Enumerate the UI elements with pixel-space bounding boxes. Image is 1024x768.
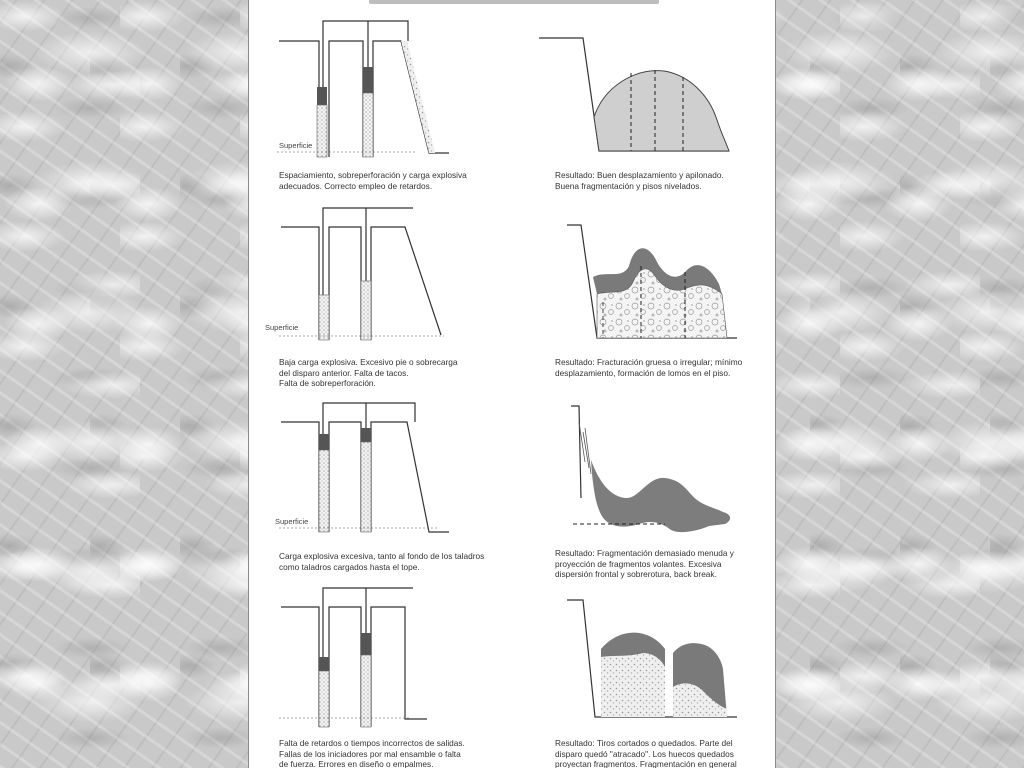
panel-3-result-diagram <box>565 402 745 542</box>
panel-1-right-caption: Resultado: Buen desplazamiento y apilonado. Buena fragmentación y pisos nivelados. <box>555 170 724 191</box>
page-title-strip <box>369 0 659 4</box>
panel-3-bench-diagram <box>279 398 479 548</box>
panel-3-left-caption: Carga explosiva excesiva, tanto al fondo de los taladros como taladros cargados hasta el tope. <box>279 551 485 572</box>
panel-4-bench-diagram <box>279 585 479 735</box>
superficie-label: Superficie <box>279 141 313 150</box>
panel-4-result-diagram <box>567 597 747 722</box>
superficie-label: Superficie <box>275 517 309 526</box>
marble-background-left <box>0 0 248 768</box>
document-page <box>248 0 776 768</box>
panel-3-right-caption: Resultado: Fragmentación demasiado menuda y proyección de fragmentos volantes. Excesiva dispersión frontal y sobrerotura, back break. <box>555 548 734 579</box>
panel-1-left-caption: Espaciamiento, sobreperforación y carga explosiva adecuados. Correcto empleo de retardos. <box>279 170 467 191</box>
panel-4-left-caption: Falta de retardos o tiempos incorrectos de salidas. Fallas de los iniciadores por mal ensamble o falta de fuerza. Errores en diseño o empalmes. <box>279 738 465 768</box>
panel-2-left-caption: Baja carga explosiva. Excesivo pie o sobrecarga del disparo anterior. Falta de tacos. Falta de sobreperforación. <box>279 357 458 388</box>
panel-4-right-caption: Resultado: Tiros cortados o quedados. Parte del disparo quedó "atracado". Los huecos quedados proyectan fragmentos. Fragmentación en general <box>555 738 737 768</box>
panel-2-result-diagram <box>567 222 757 342</box>
panel-2-bench-diagram <box>279 205 479 355</box>
panel-2-right-caption: Resultado: Fracturación gruesa o irregular; mínimo desplazamiento, formación de lomos en el piso. <box>555 357 743 378</box>
superficie-label: Superficie <box>265 323 299 332</box>
marble-background-right <box>776 0 1024 768</box>
panel-1-result-diagram <box>539 35 739 160</box>
